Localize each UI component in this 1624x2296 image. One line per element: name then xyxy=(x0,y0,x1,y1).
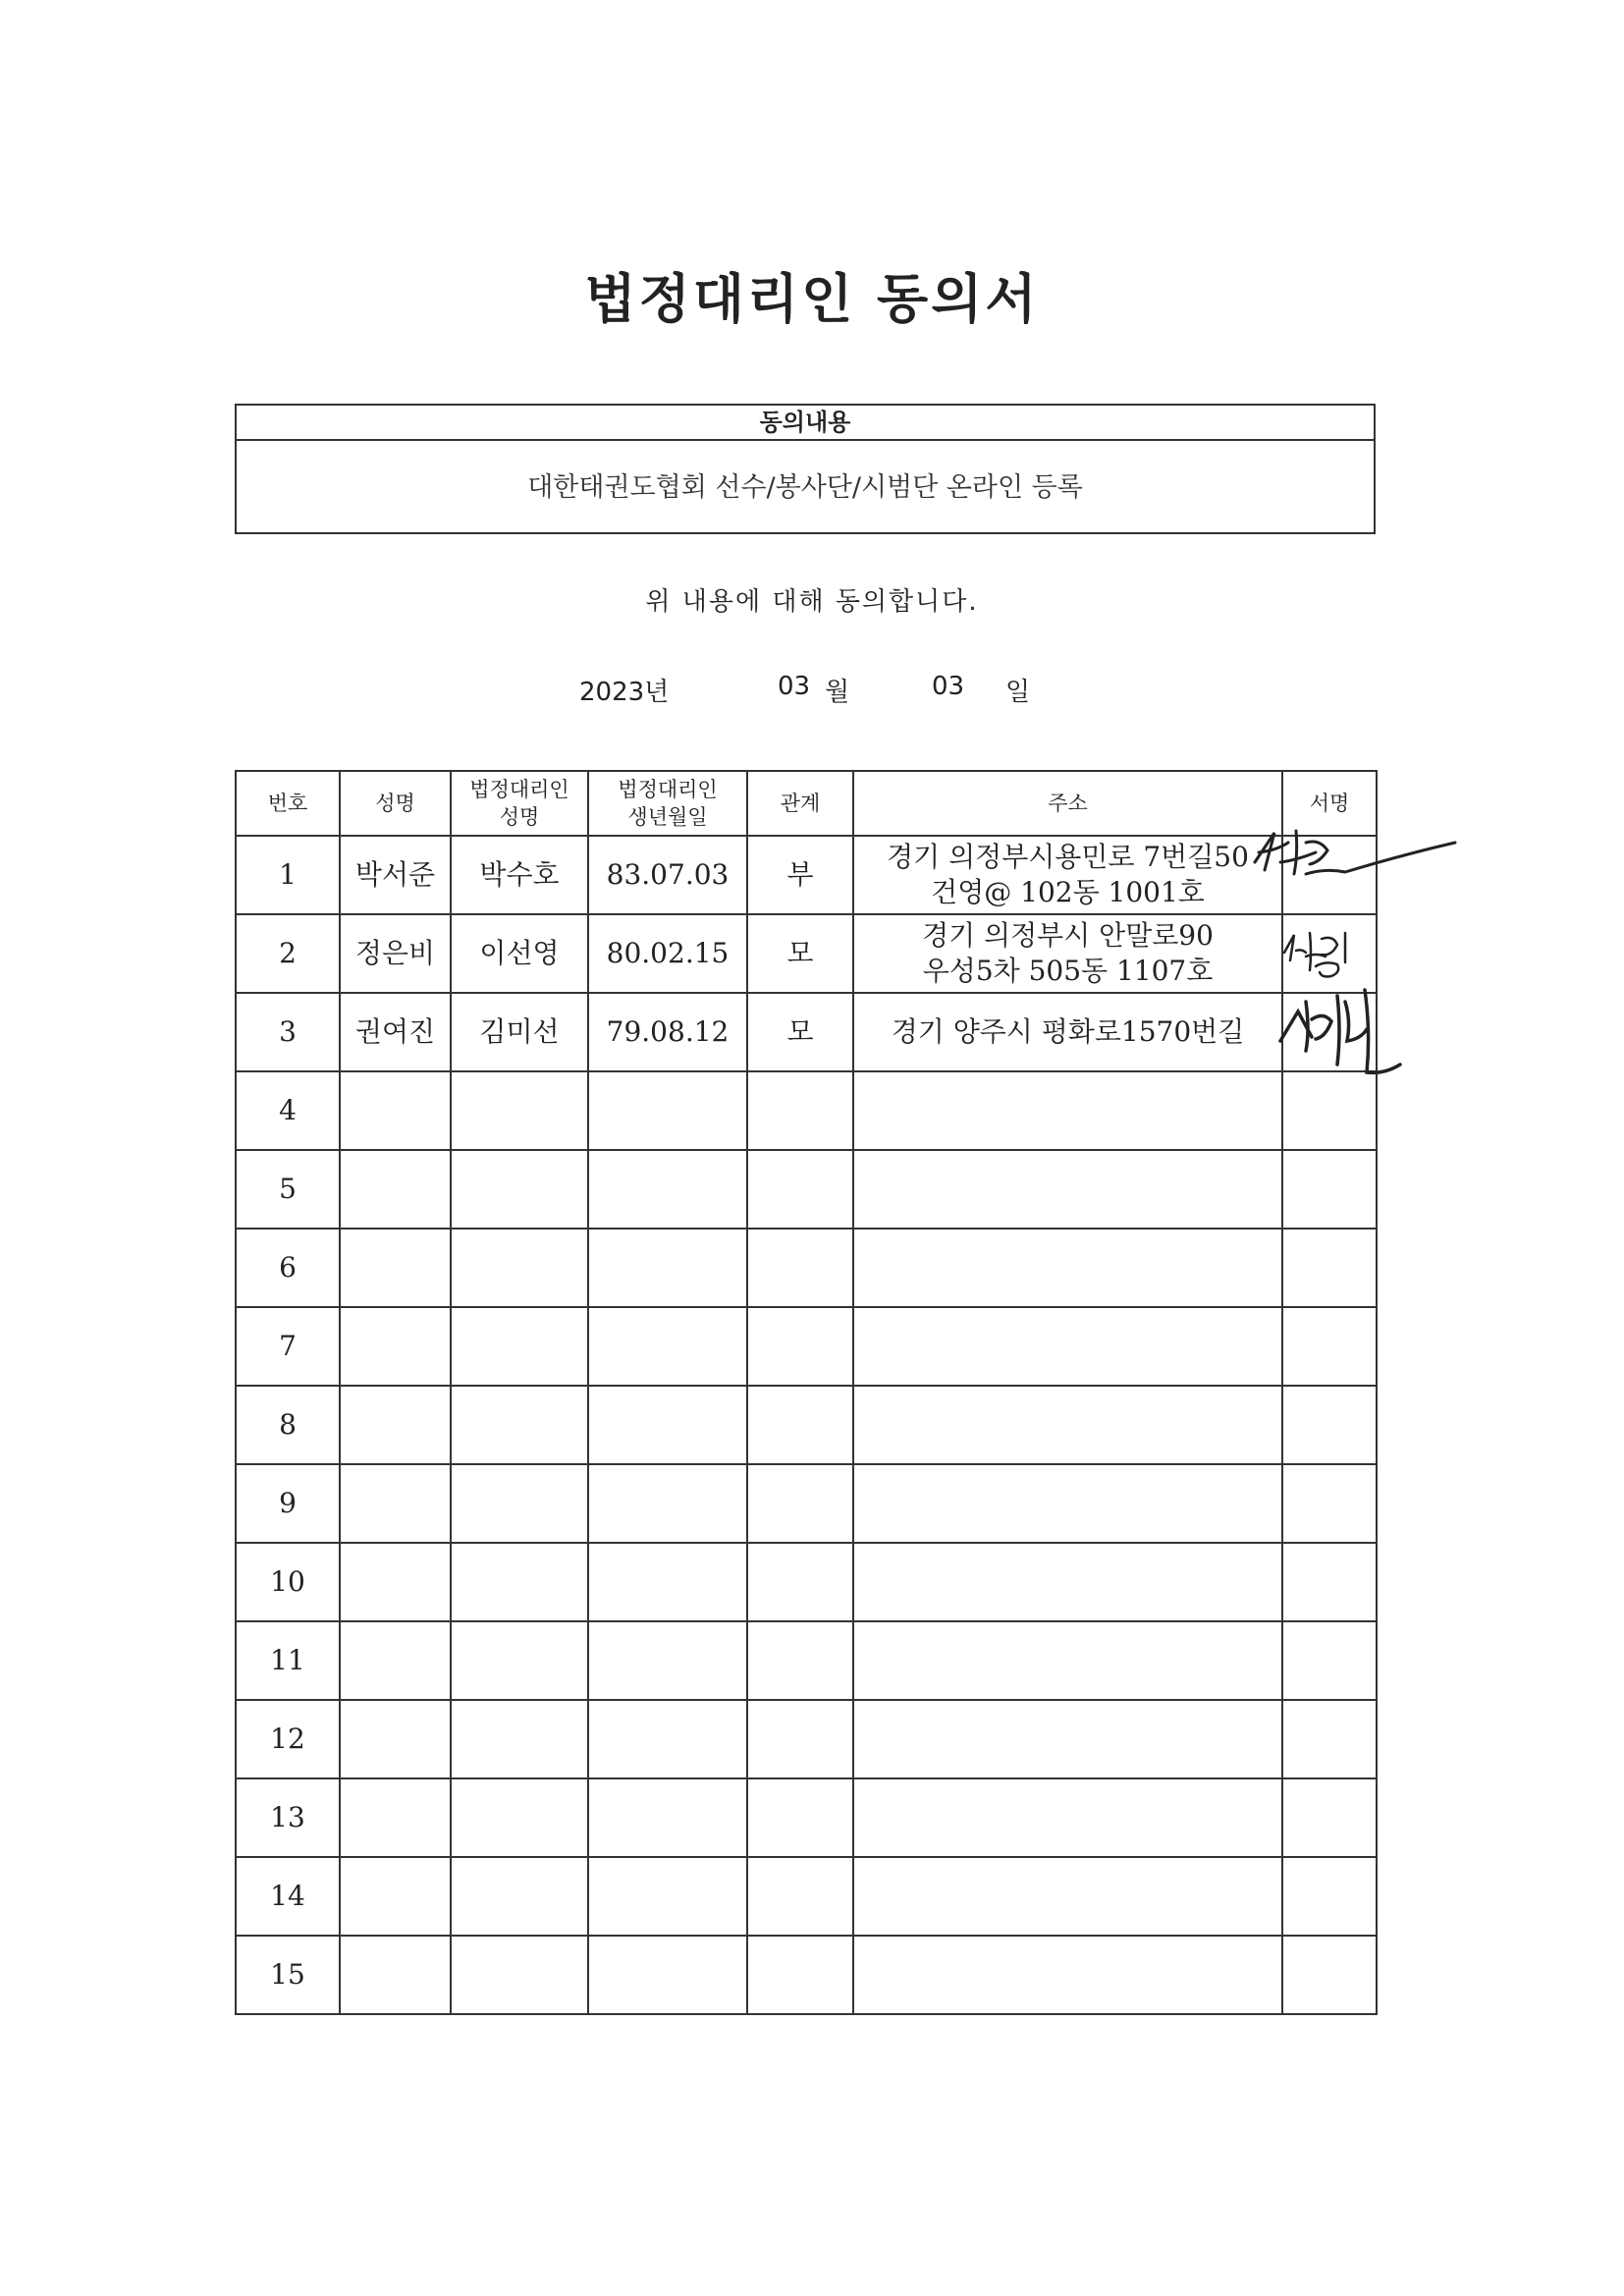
cell-signature xyxy=(1282,1700,1377,1778)
cell-relation xyxy=(747,1621,853,1700)
cell-guardian-name xyxy=(451,1621,588,1700)
cell-relation xyxy=(747,1229,853,1307)
address-line1: 경기 의정부시 안말로90 xyxy=(922,919,1214,952)
cell-guardian-name xyxy=(451,1150,588,1229)
cell-signature xyxy=(1282,1936,1377,2014)
table-row xyxy=(236,1543,1377,1621)
cell-guardian-name xyxy=(451,1778,588,1857)
cell-guardian-name: 박수호 xyxy=(451,836,588,914)
cell-guardian-birth xyxy=(588,1229,747,1307)
address-line1: 경기 의정부시용민로 7번길50 xyxy=(887,841,1249,873)
cell-name xyxy=(340,1778,451,1857)
cell-relation: 모 xyxy=(747,993,853,1071)
cell-name xyxy=(340,1700,451,1778)
cell-signature xyxy=(1282,1621,1377,1700)
cell-no: 12 xyxy=(236,1700,340,1778)
cell-name xyxy=(340,1857,451,1936)
cell-guardian-birth xyxy=(588,1386,747,1464)
cell-relation xyxy=(747,1936,853,2014)
cell-signature xyxy=(1282,1229,1377,1307)
cell-no: 9 xyxy=(236,1464,340,1543)
table-row xyxy=(236,1464,1377,1543)
cell-relation xyxy=(747,1778,853,1857)
cell-address xyxy=(853,1071,1282,1150)
cell-name xyxy=(340,1229,451,1307)
table-row xyxy=(236,1936,1377,2014)
header-relation: 관계 xyxy=(747,771,853,836)
cell-address xyxy=(853,914,1282,993)
cell-relation xyxy=(747,1307,853,1386)
table-row xyxy=(236,836,1377,914)
table-row xyxy=(236,1386,1377,1464)
cell-address xyxy=(853,1700,1282,1778)
cell-signature xyxy=(1282,1307,1377,1386)
cell-guardian-birth xyxy=(588,1071,747,1150)
cell-relation xyxy=(747,1150,853,1229)
header-guardian-name-line1: 법정대리인 xyxy=(469,778,569,801)
address-line2: 건영@ 102동 1001호 xyxy=(931,876,1205,908)
cell-address xyxy=(853,1464,1282,1543)
cell-guardian-name xyxy=(451,1386,588,1464)
cell-signature xyxy=(1282,1386,1377,1464)
header-no: 번호 xyxy=(236,771,340,836)
table-row xyxy=(236,914,1377,993)
table-row xyxy=(236,1857,1377,1936)
cell-name xyxy=(340,1150,451,1229)
cell-address xyxy=(853,1307,1282,1386)
cell-name xyxy=(340,1307,451,1386)
cell-relation xyxy=(747,1700,853,1778)
cell-no: 8 xyxy=(236,1386,340,1464)
cell-guardian-birth xyxy=(588,1150,747,1229)
cell-no: 13 xyxy=(236,1778,340,1857)
cell-guardian-name: 김미선 xyxy=(451,993,588,1071)
date-month-unit: 월 xyxy=(825,678,850,707)
cell-name: 권여진 xyxy=(340,993,451,1071)
cell-guardian-name xyxy=(451,1071,588,1150)
cell-no: 15 xyxy=(236,1936,340,2014)
cell-relation xyxy=(747,1071,853,1150)
cell-guardian-birth xyxy=(588,1778,747,1857)
cell-name xyxy=(340,1621,451,1700)
table-row xyxy=(236,1700,1377,1778)
agree-statement: 위 내용에 대해 동의합니다. xyxy=(645,587,979,617)
date-day-value: 03 xyxy=(932,672,965,701)
cell-signature xyxy=(1282,1778,1377,1857)
cell-address xyxy=(853,1150,1282,1229)
cell-no: 14 xyxy=(236,1857,340,1936)
cell-no: 4 xyxy=(236,1071,340,1150)
cell-signature xyxy=(1282,1150,1377,1229)
cell-guardian-birth xyxy=(588,1936,747,2014)
cell-address xyxy=(853,1386,1282,1464)
cell-guardian-birth xyxy=(588,1464,747,1543)
date-day-unit: 일 xyxy=(1005,678,1031,707)
cell-address xyxy=(853,1229,1282,1307)
address-line2: 우성5차 505동 1107호 xyxy=(922,955,1214,987)
cell-signature xyxy=(1282,914,1377,993)
address-line1: 경기 양주시 평화로1570번길 xyxy=(891,1015,1245,1048)
cell-guardian-name xyxy=(451,1936,588,2014)
cell-no: 11 xyxy=(236,1621,340,1700)
cell-guardian-birth xyxy=(588,1621,747,1700)
cell-guardian-name xyxy=(451,1229,588,1307)
cell-signature xyxy=(1282,1543,1377,1621)
consent-header: 동의내용 xyxy=(237,406,1374,441)
cell-address xyxy=(853,836,1282,914)
cell-guardian-birth xyxy=(588,1543,747,1621)
cell-no: 6 xyxy=(236,1229,340,1307)
cell-no: 10 xyxy=(236,1543,340,1621)
header-address: 주소 xyxy=(853,771,1282,836)
cell-relation xyxy=(747,1543,853,1621)
cell-address xyxy=(853,993,1282,1071)
header-guardian-birth xyxy=(588,771,747,836)
cell-signature xyxy=(1282,1857,1377,1936)
header-guardian-birth-line1: 법정대리인 xyxy=(618,778,718,801)
cell-signature xyxy=(1282,1464,1377,1543)
guardian-roster-table xyxy=(235,770,1378,2015)
consent-box xyxy=(235,404,1376,534)
cell-name xyxy=(340,1386,451,1464)
table-header-row xyxy=(236,771,1377,836)
table-row xyxy=(236,1229,1377,1307)
cell-no: 3 xyxy=(236,993,340,1071)
cell-relation xyxy=(747,1386,853,1464)
cell-guardian-name xyxy=(451,1543,588,1621)
cell-no: 7 xyxy=(236,1307,340,1386)
document-title: 법정대리인 동의서 xyxy=(584,268,1040,330)
header-guardian-name xyxy=(451,771,588,836)
date-year: 2023년 xyxy=(579,678,670,707)
cell-address xyxy=(853,1936,1282,2014)
cell-signature xyxy=(1282,993,1377,1071)
cell-name xyxy=(340,1543,451,1621)
cell-name xyxy=(340,1464,451,1543)
table-row xyxy=(236,1071,1377,1150)
cell-no: 2 xyxy=(236,914,340,993)
cell-guardian-name xyxy=(451,1700,588,1778)
cell-address xyxy=(853,1857,1282,1936)
header-guardian-birth-line2: 생년월일 xyxy=(627,805,708,829)
table-row xyxy=(236,1150,1377,1229)
table-row xyxy=(236,993,1377,1071)
cell-guardian-name xyxy=(451,1464,588,1543)
cell-signature xyxy=(1282,1071,1377,1150)
cell-relation xyxy=(747,1464,853,1543)
header-signature: 서명 xyxy=(1282,771,1377,836)
cell-relation: 모 xyxy=(747,914,853,993)
cell-name: 정은비 xyxy=(340,914,451,993)
cell-signature xyxy=(1282,836,1377,914)
cell-name xyxy=(340,1071,451,1150)
cell-no: 1 xyxy=(236,836,340,914)
cell-guardian-birth xyxy=(588,1700,747,1778)
cell-relation: 부 xyxy=(747,836,853,914)
cell-guardian-name: 이선영 xyxy=(451,914,588,993)
cell-name: 박서준 xyxy=(340,836,451,914)
consent-body: 대한태권도협회 선수/봉사단/시범단 온라인 등록 xyxy=(527,472,1083,503)
cell-relation xyxy=(747,1857,853,1936)
cell-guardian-birth xyxy=(588,1307,747,1386)
cell-guardian-birth: 83.07.03 xyxy=(588,836,747,914)
date-month-value: 03 xyxy=(778,672,811,701)
header-name: 성명 xyxy=(340,771,451,836)
table-row xyxy=(236,1778,1377,1857)
header-guardian-name-line2: 성명 xyxy=(499,805,540,829)
cell-address xyxy=(853,1778,1282,1857)
cell-guardian-birth: 80.02.15 xyxy=(588,914,747,993)
cell-guardian-birth xyxy=(588,1857,747,1936)
cell-guardian-name xyxy=(451,1307,588,1386)
cell-name xyxy=(340,1936,451,2014)
table-row xyxy=(236,1621,1377,1700)
cell-guardian-birth: 79.08.12 xyxy=(588,993,747,1071)
cell-address xyxy=(853,1621,1282,1700)
cell-no: 5 xyxy=(236,1150,340,1229)
table-row xyxy=(236,1307,1377,1386)
cell-address xyxy=(853,1543,1282,1621)
cell-guardian-name xyxy=(451,1857,588,1936)
